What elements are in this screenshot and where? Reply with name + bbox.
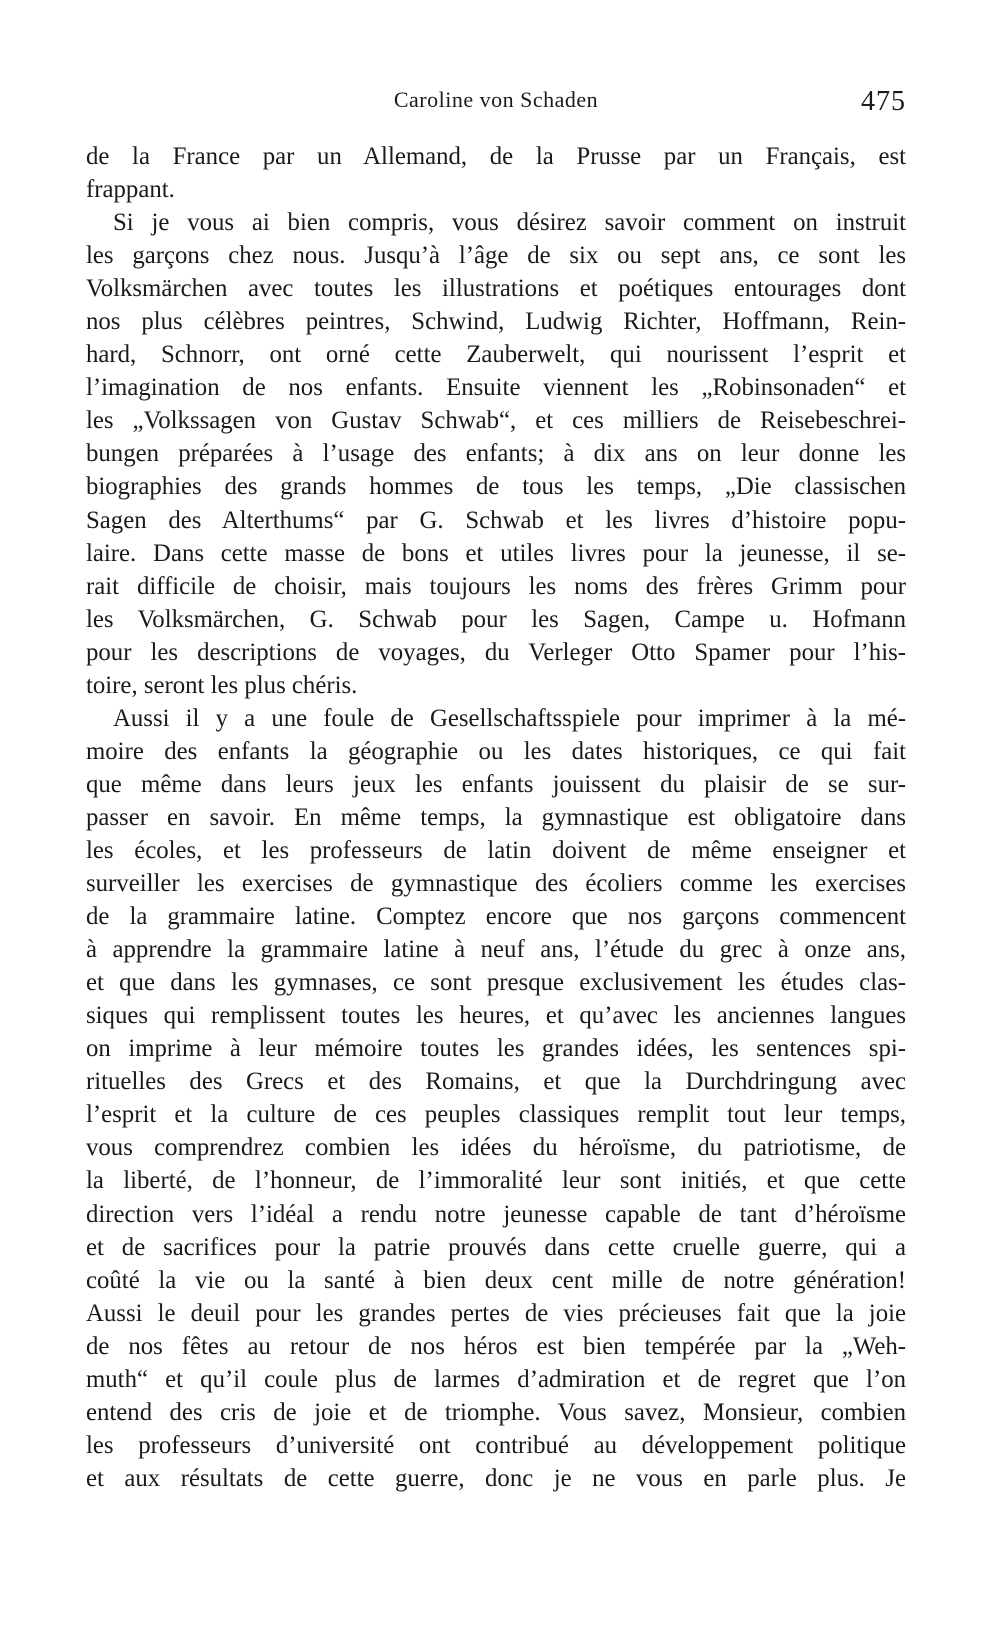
text-line: les écoles, et les professeurs de latin doivent de même enseigner et [86, 836, 906, 864]
text-line: Aussi le deuil pour les grandes pertes de vies précieuses fait que la joie [86, 1299, 906, 1327]
text-line: les professeurs d’université ont contribué au développement politique [86, 1431, 906, 1459]
text-line: surveiller les exercises de gymnastique des écoliers comme les exercises [86, 870, 906, 898]
text-line: rituelles des Grecs et des Romains, et que la Durchdringung avec [86, 1068, 906, 1096]
text-line: on imprime à leur mémoire toutes les grandes idées, les sentences spi- [86, 1035, 906, 1063]
text-line: Aussi il y a une foule de Gesellschaftsspiele pour imprimer à la mé- [113, 704, 906, 732]
text-line: de nos fêtes au retour de nos héros est bien tempérée par la „Weh- [86, 1332, 906, 1360]
text-line: biographies des grands hommes de tous les temps, „Die classischen [86, 473, 906, 501]
text-line: toire, seront les plus chéris. [86, 671, 358, 699]
text-line: Volksmärchen avec toutes les illustrations et poétiques entourages dont [86, 275, 906, 303]
text-line: et de sacrifices pour la patrie prouvés dans cette cruelle guerre, qui a [86, 1233, 906, 1261]
text-line: Sagen des Alterthums“ par G. Schwab et les livres d’histoire popu- [86, 506, 906, 534]
text-line: entend des cris de joie et de triomphe. Vous savez, Monsieur, combien [86, 1398, 906, 1426]
text-line: bungen préparées à l’usage des enfants; à dix ans on leur donne les [86, 440, 906, 468]
text-line: nos plus célèbres peintres, Schwind, Ludwig Richter, Hoffmann, Rein- [86, 308, 906, 336]
text-line: à apprendre la grammaire latine à neuf ans, l’étude du grec à onze ans, [86, 936, 906, 964]
text-line: laire. Dans cette masse de bons et utiles livres pour la jeunesse, il se- [86, 539, 906, 567]
text-line: les Volksmärchen, G. Schwab pour les Sagen, Campe u. Hofmann [86, 605, 906, 633]
body-text [86, 140, 906, 1495]
text-line: les „Volkssagen von Gustav Schwab“, et ces milliers de Reisebeschrei- [86, 407, 906, 435]
text-line: la liberté, de l’honneur, de l’immoralité leur sont initiés, et que cette [86, 1167, 906, 1195]
text-line: hard, Schnorr, ont orné cette Zauberwelt, qui nourissent l’esprit et [86, 341, 906, 369]
text-line: les garçons chez nous. Jusqu’à l’âge de six ou sept ans, ce sont les [86, 242, 906, 270]
text-line: frappant. [86, 176, 175, 204]
text-line: et aux résultats de cette guerre, donc je ne vous en parle plus. Je [86, 1464, 906, 1492]
running-head [86, 80, 906, 120]
text-line: rait difficile de choisir, mais toujours les noms des frères Grimm pour [86, 572, 906, 600]
text-line: direction vers l’idéal a rendu notre jeunesse capable de tant d’héroïsme [86, 1200, 906, 1228]
text-line: l’esprit et la culture de ces peuples classiques remplit tout leur temps, [86, 1101, 906, 1129]
text-line: pour les descriptions de voyages, du Verleger Otto Spamer pour l’his- [86, 638, 906, 666]
text-line: siques qui remplissent toutes les heures, et qu’avec les anciennes langues [86, 1002, 906, 1030]
text-line: de la grammaire latine. Comptez encore que nos garçons commencent [86, 903, 906, 931]
text-line: muth“ et qu’il coule plus de larmes d’admiration et de regret que l’on [86, 1365, 906, 1393]
text-line: de la France par un Allemand, de la Prusse par un Français, est [86, 143, 906, 170]
text-line: moire des enfants la géographie ou les dates historiques, ce qui fait [86, 737, 906, 765]
text-line: passer en savoir. En même temps, la gymnastique est obligatoire dans [86, 803, 906, 831]
text-line: que même dans leurs jeux les enfants jouissent du plaisir de se sur- [86, 770, 906, 798]
text-line: Si je vous ai bien compris, vous désirez savoir comment on instruit [113, 209, 906, 237]
page-number: 475 [861, 86, 906, 117]
text-line: coûté la vie ou la santé à bien deux cent mille de notre génération! [86, 1266, 906, 1294]
text-line: et que dans les gymnases, ce sont presque exclusivement les études clas- [86, 969, 906, 997]
running-head-title: Caroline von Schaden [393, 87, 599, 112]
text-line: vous comprendrez combien les idées du héroïsme, du patriotisme, de [86, 1134, 906, 1162]
text-line: l’imagination de nos enfants. Ensuite viennent les „Robinsonaden“ et [86, 374, 906, 402]
